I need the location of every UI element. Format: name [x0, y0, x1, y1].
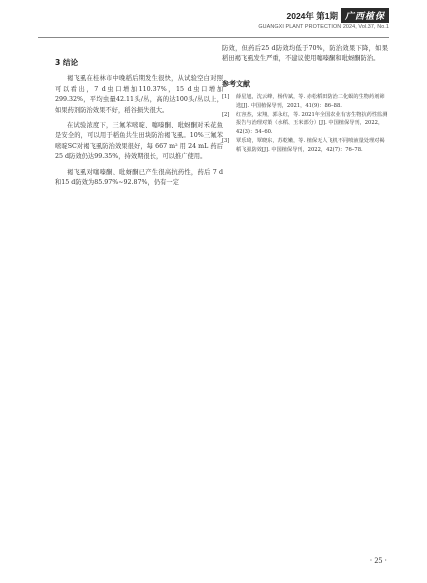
- reference-item: [222, 93, 388, 110]
- page-header: [258, 8, 389, 30]
- journal-subheading: GUANGXI PLANT PROTECTION 2024, Vol.37, No.1: [258, 24, 389, 30]
- paragraph: 褐飞虱在桂林市中晚稻后期发生很快，从试验空白对照可以看出，7 d虫口增加110.37%，15 d虫口增加299.32%，平均虫量42.11头/丛，高的达100头/丛以上，如果药剂防治效果不好，稻谷损失很大。: [55, 75, 223, 114]
- reference-text: 薛星旭，沈云峰，杨传斌，等. 赤松稻田防治二化螟的生物药剂筛选[J]. 中国植保导刊，2021，41(9)：86–88.: [236, 94, 385, 109]
- right-column: [222, 44, 388, 155]
- paragraph: 褐飞虱对噻嗪酮、吡蚜酮已产生很高抗药性，药后 7 d和15 d防效为85.97%~92.87%，仍有一定: [55, 168, 223, 187]
- page-number: · 25 ·: [369, 556, 387, 565]
- paragraph: 在试验浓度下，三氟苯嘧啶、噻嗪酮、吡蚜酮对禾花鱼是安全的，可以用于稻鱼共生田块防治褐飞虱。10%三氟苯嘧啶SC对褐飞虱防治效果很好，每 667 m² 用 24 mL 药后 25 d防效仍达99.35%，持效期很长，可以推广使用。: [55, 122, 223, 161]
- journal-logo: 广西植保: [341, 8, 389, 23]
- references-title: 参考文献: [222, 79, 250, 88]
- paragraph-continuation: 防效，但药后25 d防效均低于70%，防治效果下降，如果稻田褐飞虱发生严重，不建议使用噻嗪酮和吡蚜酮防治。: [222, 45, 388, 63]
- reference-number: [2]: [222, 112, 230, 119]
- header-row: [258, 8, 389, 23]
- left-column: [55, 44, 223, 193]
- issue-label: 2024年 第1期: [286, 10, 338, 21]
- section-title-conclusion: 3 结论: [55, 58, 79, 67]
- reference-number: [3]: [222, 138, 230, 145]
- reference-number: [1]: [222, 94, 230, 101]
- reference-text: 覃乐琦，覃晓东，苏乾嫩，等. 植保无人飞机不同喷液量处理对褐稻飞虱防效[J]. 中国植保导刊，2022，42(7)：76–78.: [236, 138, 385, 153]
- header-divider: [38, 37, 389, 38]
- reference-item: [222, 137, 388, 154]
- reference-text: 红容杰，宋翔，郭永红，等. 2021年全国农业有害生物抗药性监测报告与治理对策（水稻、玉米部分）[J]. 中国植保导刊，2022，42(3)：54–60.: [236, 112, 388, 135]
- reference-item: [222, 111, 388, 136]
